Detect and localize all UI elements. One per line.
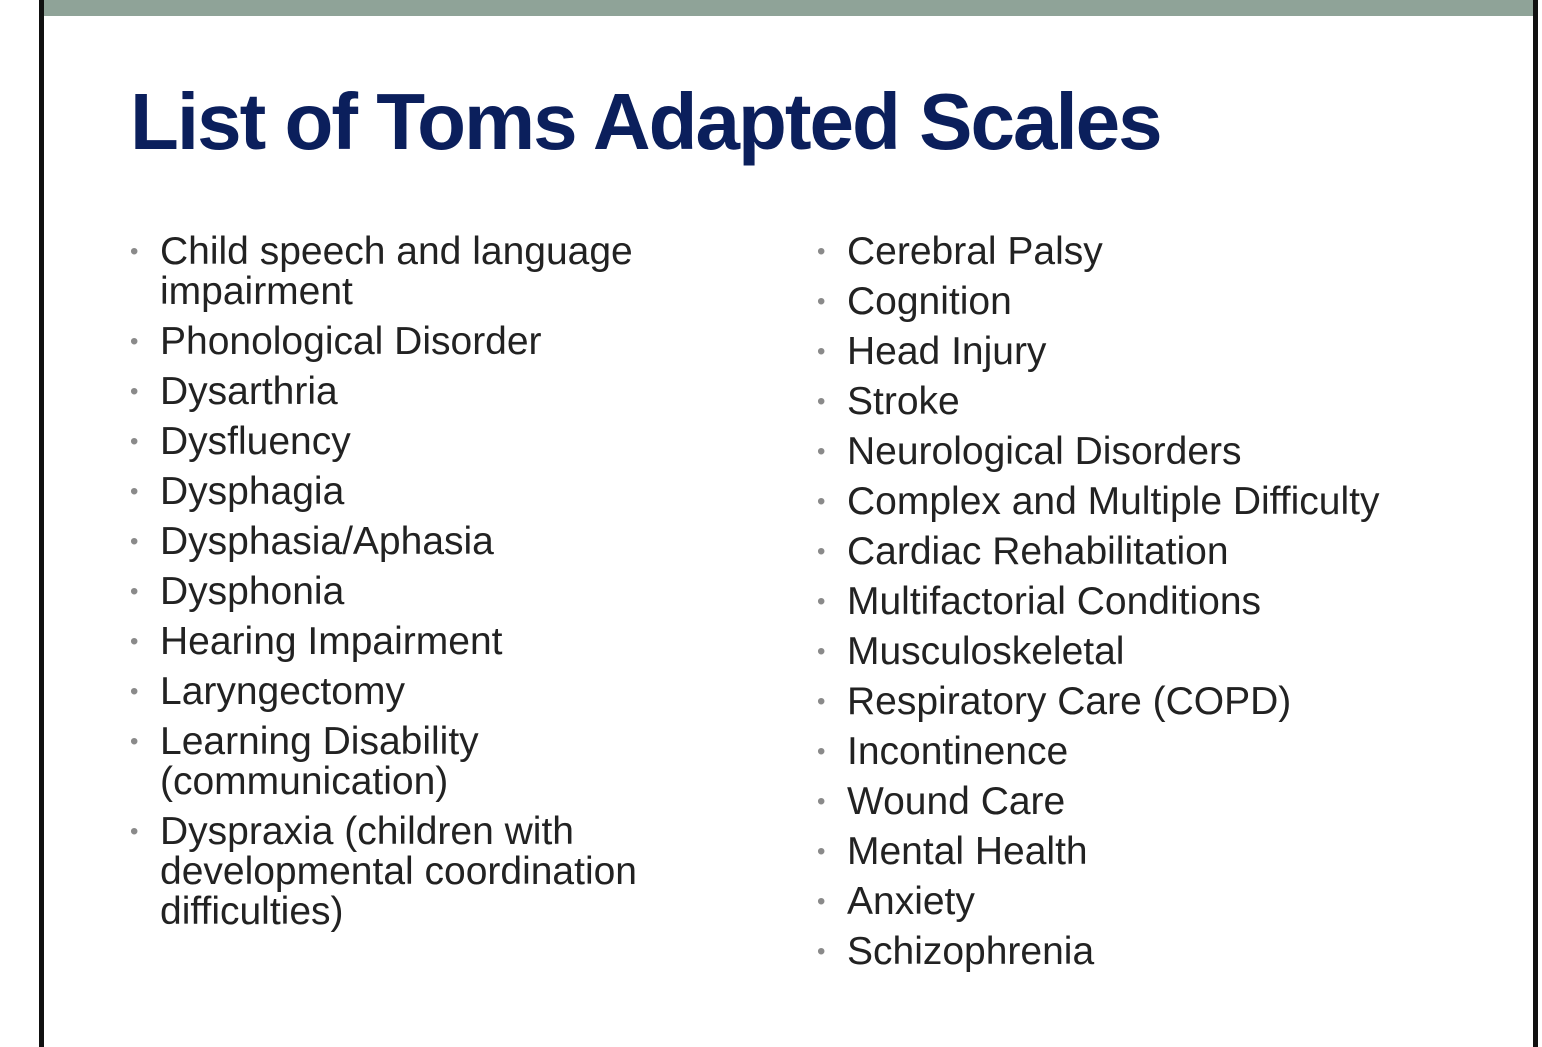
list-item bbox=[817, 582, 1497, 622]
bullet-icon: • bbox=[817, 388, 826, 415]
list-item-text: Neurological Disorders bbox=[847, 430, 1242, 473]
bullet-icon: • bbox=[817, 888, 826, 915]
list-item-text: Dysphagia bbox=[160, 470, 345, 513]
list-item bbox=[130, 422, 690, 462]
list-item bbox=[817, 882, 1497, 922]
list-item-text: Incontinence bbox=[847, 730, 1069, 773]
bullet-icon: • bbox=[817, 238, 826, 265]
bullet-icon: • bbox=[130, 328, 139, 355]
bullet-icon: • bbox=[817, 788, 826, 815]
slide-title: List of Toms Adapted Scales bbox=[130, 77, 1161, 166]
list-item-text: Dyspraxia (children with developmental coordination difficulties) bbox=[160, 810, 637, 933]
list-item bbox=[817, 732, 1497, 772]
list-item bbox=[817, 532, 1497, 572]
list-item bbox=[130, 812, 690, 932]
list-item bbox=[817, 332, 1497, 372]
bullet-icon: • bbox=[130, 818, 139, 845]
list-item-text: Cardiac Rehabilitation bbox=[847, 530, 1229, 573]
list-item bbox=[817, 632, 1497, 672]
list-item bbox=[817, 282, 1497, 322]
list-item bbox=[130, 472, 690, 512]
list-item-text: Hearing Impairment bbox=[160, 620, 503, 663]
bullet-icon: • bbox=[130, 728, 139, 755]
list-item-text: Phonological Disorder bbox=[160, 320, 542, 363]
list-item-text: Head Injury bbox=[847, 330, 1047, 373]
bullet-icon: • bbox=[130, 478, 139, 505]
list-item bbox=[130, 372, 690, 412]
list-item bbox=[130, 572, 690, 612]
left-border bbox=[39, 0, 44, 1047]
list-item bbox=[817, 382, 1497, 422]
list-item-text: Schizophrenia bbox=[847, 930, 1095, 973]
list-item-text: Musculoskeletal bbox=[847, 630, 1125, 673]
bullet-icon: • bbox=[817, 738, 826, 765]
list-item bbox=[817, 232, 1497, 272]
bullet-icon: • bbox=[130, 378, 139, 405]
bullet-icon: • bbox=[817, 338, 826, 365]
right-bullet-list bbox=[817, 232, 1497, 982]
list-item-text: Respiratory Care (COPD) bbox=[847, 680, 1292, 723]
list-item-text: Complex and Multiple Difficulty bbox=[847, 480, 1380, 523]
list-item-text: Child speech and language impairment bbox=[160, 230, 633, 313]
bullet-icon: • bbox=[130, 628, 139, 655]
bullet-icon: • bbox=[817, 488, 826, 515]
left-bullet-list bbox=[130, 232, 690, 942]
list-item-text: Dysphonia bbox=[160, 570, 345, 613]
list-item bbox=[130, 622, 690, 662]
list-item bbox=[130, 522, 690, 562]
list-item-text: Anxiety bbox=[847, 880, 975, 923]
bullet-icon: • bbox=[817, 638, 826, 665]
list-item-text: Wound Care bbox=[847, 780, 1066, 823]
bullet-icon: • bbox=[130, 678, 139, 705]
right-border bbox=[1533, 0, 1538, 1047]
list-item bbox=[817, 682, 1497, 722]
list-item-text: Laryngectomy bbox=[160, 670, 405, 713]
list-item bbox=[817, 832, 1497, 872]
top-accent-bar bbox=[44, 0, 1533, 16]
list-item bbox=[817, 782, 1497, 822]
list-item-text: Mental Health bbox=[847, 830, 1088, 873]
list-item-text: Dysarthria bbox=[160, 370, 338, 413]
bullet-icon: • bbox=[130, 238, 139, 265]
list-item bbox=[130, 672, 690, 712]
list-item bbox=[130, 722, 690, 802]
list-item-text: Learning Disability (communication) bbox=[160, 720, 479, 803]
list-item-text: Cognition bbox=[847, 280, 1012, 323]
bullet-icon: • bbox=[817, 538, 826, 565]
bullet-icon: • bbox=[817, 588, 826, 615]
list-item bbox=[817, 932, 1497, 972]
list-item-text: Multifactorial Conditions bbox=[847, 580, 1262, 623]
list-item-text: Dysphasia/Aphasia bbox=[160, 520, 494, 563]
bullet-icon: • bbox=[130, 578, 139, 605]
bullet-icon: • bbox=[130, 528, 139, 555]
list-item bbox=[817, 482, 1497, 522]
list-item-text: Stroke bbox=[847, 380, 960, 423]
bullet-icon: • bbox=[817, 838, 826, 865]
list-item-text: Dysfluency bbox=[160, 420, 351, 463]
list-item bbox=[817, 432, 1497, 472]
list-item-text: Cerebral Palsy bbox=[847, 230, 1103, 273]
list-item bbox=[130, 322, 690, 362]
list-item bbox=[130, 232, 690, 312]
bullet-icon: • bbox=[817, 688, 826, 715]
bullet-icon: • bbox=[817, 438, 826, 465]
bullet-icon: • bbox=[130, 428, 139, 455]
bullet-icon: • bbox=[817, 288, 826, 315]
bullet-icon: • bbox=[817, 938, 826, 965]
